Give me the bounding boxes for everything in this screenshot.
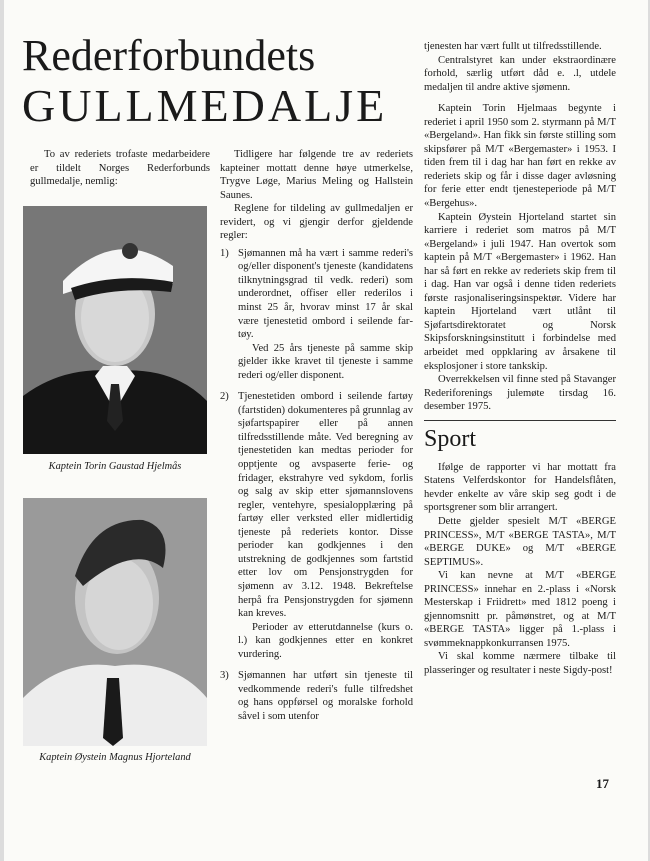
rule-text: Sjømannen må ha vært i samme rederi's og/eller disponent's tjeneste (kandidatens tilknytningsgrad til vedk. rederi) som underordnet, offiser eller rederilos i minst 25 år, hvorav minst 17 år skal være tjenestetid ombord i seilende fartøy. xyxy=(238,247,413,341)
middle-column xyxy=(220,148,413,731)
paragraph-rules-intro: Reglene for tildeling av gullmedaljen er revidert, og vi gjengir derfor gjeldende regler: xyxy=(220,203,413,242)
paragraph-previous-recipients: Tidligere har følgende tre av rederiets kapteiner mottatt denne høye utmerkelse, Trygve Løge, Marius Meling og Hallstein Saunes. xyxy=(220,149,413,201)
rule-number: 2) xyxy=(220,391,229,403)
rule-item xyxy=(220,247,413,382)
rule-3-continuation: tjenesten har vært fullt ut tilfredsstillende. xyxy=(424,41,602,52)
rule-text: Sjømannen har utført sin tjeneste til vedkommende rederi's fulle tilfredshet og hans oppførsel og moralske forhold såvel i som utenfor xyxy=(238,670,413,722)
sport-paragraph: Dette gjelder spesielt M/T «BERGE PRINCESS», M/T «BERGE TASTA», M/T «BERGE DUKE» og M/T «BERGE SEPTIMUS». xyxy=(424,515,616,568)
photo-caption-1: Kaptein Torin Gaustad Hjelmås xyxy=(48,461,182,472)
intro-paragraph: To av rederiets trofaste medarbeidere er tildelt Norges Rederforbunds gullmedalje, nemlig: xyxy=(30,149,210,188)
rule-extra: Ved 25 års tjeneste på samme skip gjelder ikke kravet til tjeneste i samme rederi og/eller disponent. xyxy=(238,342,413,381)
rule-item xyxy=(220,669,413,723)
photo-captain-hjorteland xyxy=(23,498,207,746)
sport-paragraph: Ifølge de rapporter vi har mottatt fra Statens Velferdskontor for Handelsflåten, hevder enkelte av våre skip seg godt i de sportsgrener som blir arrangert. xyxy=(424,461,616,514)
paragraph-centralstyret: Centralstyret kan under ekstraordinære forhold, særlig utført dåd e. .l, utdele medaljen til andre aktive sjømenn. xyxy=(424,54,616,93)
page-number: 17 xyxy=(596,776,609,791)
photo-caption-2: Kaptein Øystein Magnus Hjorteland xyxy=(39,752,191,763)
paragraph-hjorteland: Kaptein Øystein Hjorteland startet sin karriere i rederiet som matros på M/T «Bergeland» i juli 1947. Han overtok som kaptein på M/T «Bergemaster» i 1962. Han har så ført en rekke av rederiets skip frem til i dag. Han var også i denne tiden rederiets første rasjonaliseringsinspektør. Videre har kaptein Hjorteland vært utlånt til Sjøfartsdirektoratet og Norsk Skipsforskningsinstitutt i forbindelse med arbeidet med oppklaring av årsakene til eksplosjoner i store tankskip. xyxy=(424,211,616,372)
article-title-line2: GULLMEDALJE xyxy=(22,80,388,131)
rules-list xyxy=(220,247,413,724)
rule-item xyxy=(220,390,413,661)
rule-number: 3) xyxy=(220,670,229,682)
rule-text: Tjenestetiden ombord i seilende fartøy (fartstiden) dokumenteres på grunnlag av sjøfartspapirer eller på annen tilfredsstillende måte. Ved beregning av tjenestetiden kan medtas perioder for opptjente og avspaserte ferie- og fridager, ekstrahyre ved sykdom, forlis og salg av skip etter sjømannslovens regler, ventehyre, spesialopplæring på fartøy eller verksted eller midlertidig tjeneste på rederiets kontor. Disse perioder kan godkjennes i den utstrekning de godkjennes som fartstid etter lov om Pensjonstrygden for sjømenn av 3.12. 1948. Bekreftelse herpå fra Pensjonstrygden for sjømenn kan kreves. xyxy=(238,391,413,620)
magazine-page xyxy=(4,0,648,861)
rule-number: 1) xyxy=(220,247,229,259)
rule-extra: Perioder av etterutdannelse (kurs o. l.) kan godkjennes etter en konkret vurdering. xyxy=(238,621,413,660)
sport-paragraph: Vi kan nevne at M/T «BERGE PRINCESS» innehar en 2.-plass i «Norsk Mesterskap i Friidrett» med 1812 poeng i gjennomsnitt pr. påmønstret, og at M/T «BERGE TASTA» ligger på 1.-plass i svømmeknappkonkurransen 1975. xyxy=(424,570,616,649)
sport-paragraph: Vi skal komme nærmere tilbake til plasseringer og resultater i neste Sigdy-post! xyxy=(424,651,616,676)
right-column xyxy=(424,40,616,678)
paragraph-overrekkelse: Overrekkelsen vil finne sted på Stavanger Rederiforenings julemøte tirsdag 16. desember 1975. xyxy=(424,374,616,413)
article-title-line1: Rederforbundets xyxy=(22,31,316,80)
sport-heading: Sport xyxy=(424,420,616,453)
photo-captain-hjelmas xyxy=(23,206,207,454)
paragraph-hjelmaas: Kaptein Torin Hjelmaas begynte i rederiet i april 1950 som 2. styrmann på M/T «Bergeland». Han fikk sin første stilling som skipsfører på M/T «Bergemaster» i 1953. I tiden frem til i dag har han ført en rekke av rederiets skip og får i disse dager avløsning for ferie etter endt tjenesteperiode på M/T «Bergehus». xyxy=(424,103,616,210)
